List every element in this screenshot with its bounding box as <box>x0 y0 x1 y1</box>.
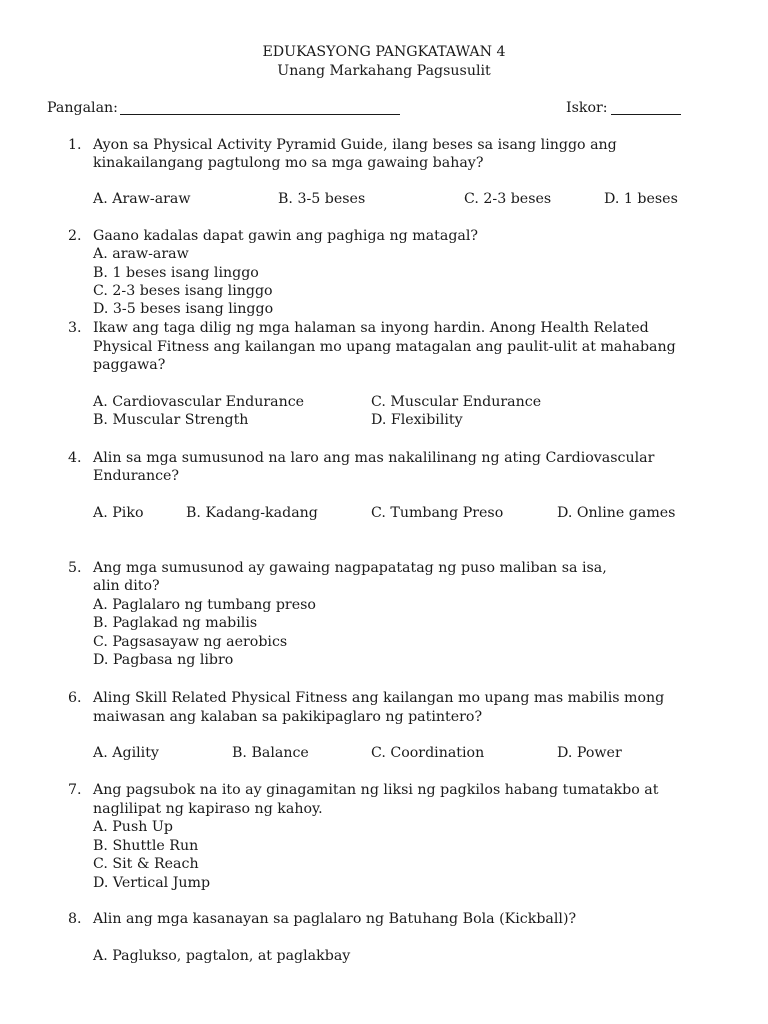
choice: B. Muscular Strength <box>93 412 249 428</box>
choice: C. 2-3 beses <box>464 191 552 207</box>
choice: C. Coordination <box>371 745 485 761</box>
question-text: Ang pagsubok na ito ay ginagamitan ng liksi ng pagkilos habang tumatakbo at <box>93 782 659 798</box>
choice: C. Tumbang Preso <box>371 505 504 521</box>
question-number: 5. <box>68 560 82 576</box>
question-number: 3. <box>68 320 82 336</box>
question-text: Gaano kadalas dapat gawin ang paghiga ng matagal? <box>93 228 479 244</box>
choice: A. Agility <box>93 745 159 761</box>
choice: C. 2-3 beses isang linggo <box>93 283 273 299</box>
choice: B. Kadang-kadang <box>186 505 318 521</box>
question-number: 4. <box>68 450 82 466</box>
question-text: alin dito? <box>93 578 160 594</box>
choice: A. Push Up <box>93 819 173 835</box>
choice: B. 3-5 beses <box>278 191 366 207</box>
question-number: 7. <box>68 782 82 798</box>
question-text: Alin ang mga kasanayan sa paglalaro ng Batuhang Bola (Kickball)? <box>93 911 577 927</box>
name-label: Pangalan: <box>47 100 118 116</box>
question-text: Alin sa mga sumusunod na laro ang mas nakalilinang ng ating Cardiovascular <box>93 450 655 466</box>
exam-title: EDUKASYONG PANGKATAWAN 4 <box>262 44 506 60</box>
question-text: Physical Fitness ang kailangan mo upang matagalan ang paulit-ulit at mahabang <box>93 339 676 355</box>
question-text: paggawa? <box>93 357 166 373</box>
choice: B. Shuttle Run <box>93 838 199 854</box>
choice: C. Muscular Endurance <box>371 394 542 410</box>
question-text: Ikaw ang taga dilig ng mga halaman sa inyong hardin. Anong Health Related <box>93 320 649 336</box>
question-number: 2. <box>68 228 82 244</box>
choice: D. Vertical Jump <box>93 875 211 891</box>
name-blank[interactable] <box>120 114 400 115</box>
choice: C. Sit & Reach <box>93 856 199 872</box>
score-blank[interactable] <box>611 114 681 115</box>
choice: A. Paglalaro ng tumbang preso <box>93 597 316 613</box>
choice: D. Flexibility <box>371 412 463 428</box>
question-text: naglilipat ng kapiraso ng kahoy. <box>93 801 323 817</box>
question-text: Aling Skill Related Physical Fitness ang kailangan mo upang mas mabilis mong <box>93 690 665 706</box>
choice: D. Online games <box>557 505 676 521</box>
choice: D. Power <box>557 745 622 761</box>
exam-subtitle: Unang Markahang Pagsusulit <box>277 63 491 79</box>
choice: C. Pagsasayaw ng aerobics <box>93 634 288 650</box>
choice: A. Cardiovascular Endurance <box>93 394 305 410</box>
choice: A. Paglukso, pagtalon, at paglakbay <box>93 948 351 964</box>
choice: A. araw-araw <box>93 246 189 262</box>
question-number: 6. <box>68 690 82 706</box>
question-number: 1. <box>68 137 82 153</box>
choice: D. 1 beses <box>604 191 678 207</box>
question-text: Ang mga sumusunod ay gawaing nagpapatatag ng puso maliban sa isa, <box>93 560 607 576</box>
choice: A. Araw-araw <box>93 191 191 207</box>
question-text: kinakailangang pagtulong mo sa mga gawaing bahay? <box>93 155 484 171</box>
choice: D. Pagbasa ng libro <box>93 652 234 668</box>
choice: B. 1 beses isang linggo <box>93 265 259 281</box>
choice: A. Piko <box>93 505 144 521</box>
question-text: Ayon sa Physical Activity Pyramid Guide, ilang beses sa isang linggo ang <box>93 137 617 153</box>
choice: B. Balance <box>232 745 309 761</box>
choice: D. 3-5 beses isang linggo <box>93 301 274 317</box>
choice: B. Paglakad ng mabilis <box>93 615 258 631</box>
question-number: 8. <box>68 911 82 927</box>
question-text: Endurance? <box>93 468 180 484</box>
score-label: Iskor: <box>566 100 608 116</box>
question-text: maiwasan ang kalaban sa pakikipaglaro ng patintero? <box>93 709 483 725</box>
